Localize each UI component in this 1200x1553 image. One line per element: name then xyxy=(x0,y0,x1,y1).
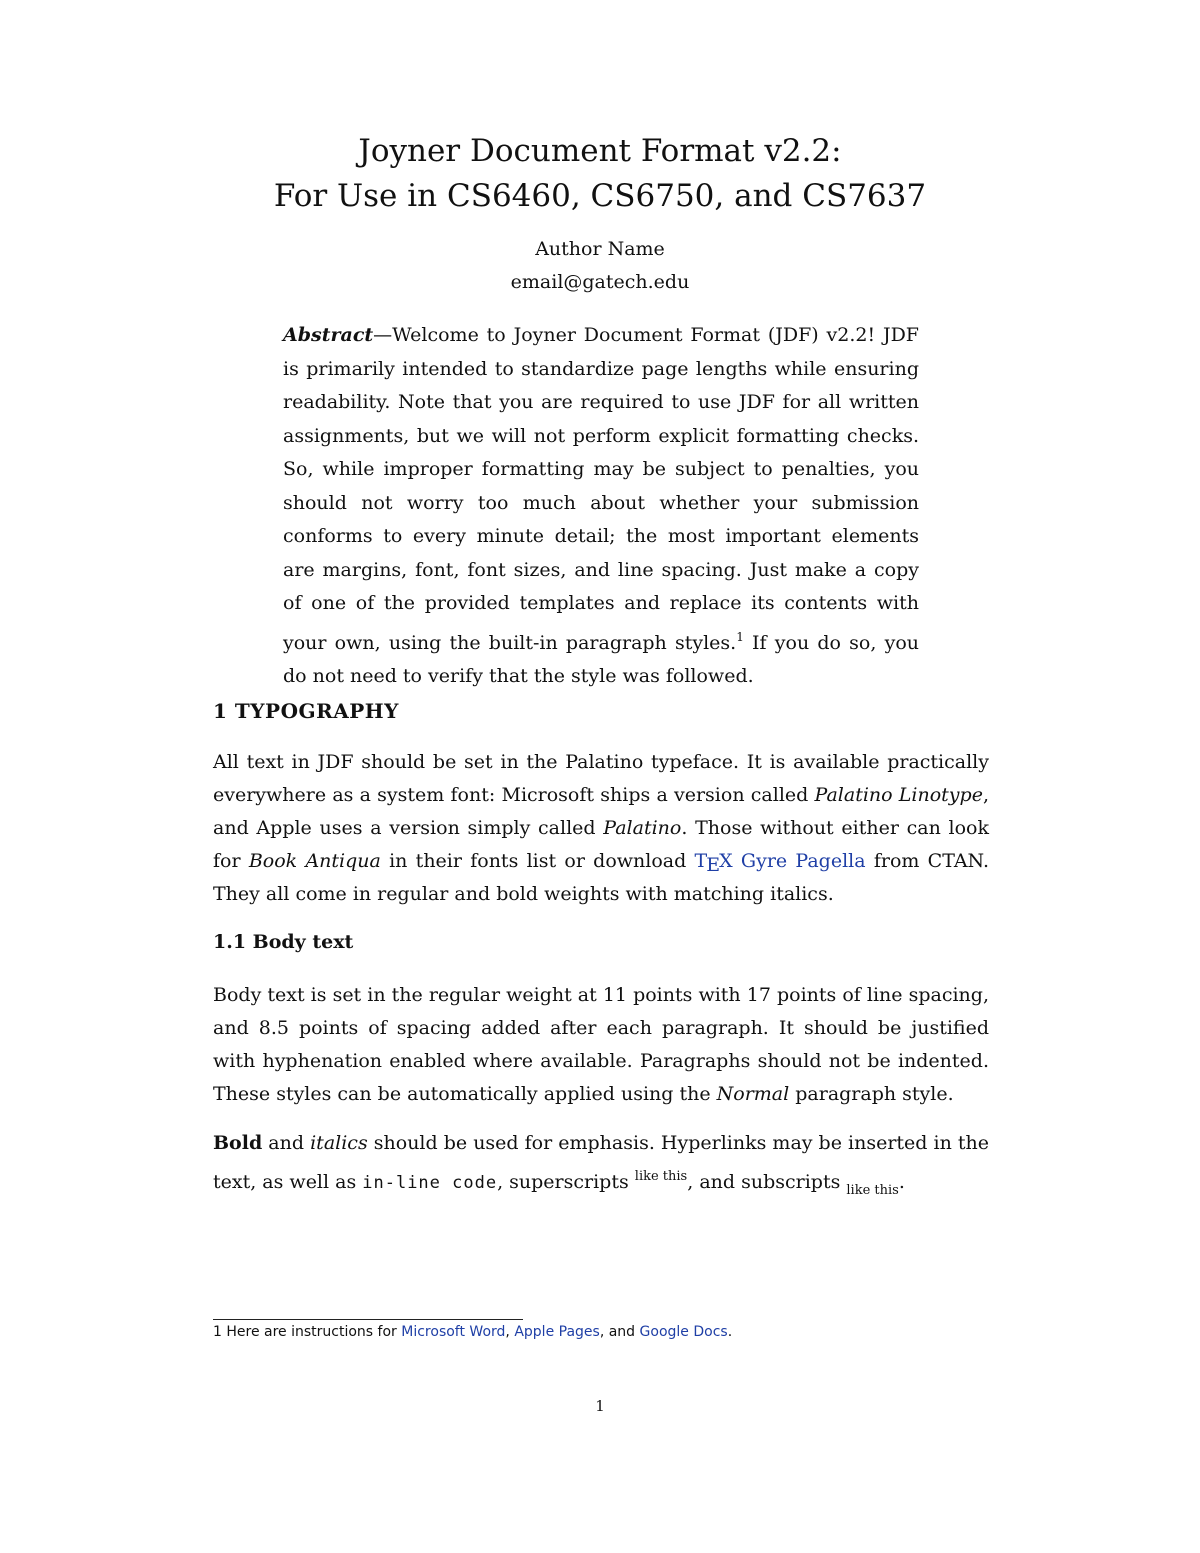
text-run: , and xyxy=(599,1324,640,1340)
subsection-heading-body-text: 1.1 Body text xyxy=(213,931,354,953)
text-run: . xyxy=(727,1324,733,1340)
section-heading-typography: 1 TYPOGRAPHY xyxy=(213,699,399,723)
text-run: from CTAN. They all come in regular and bold weights with matching italics. xyxy=(213,850,990,905)
superscript-text: like this xyxy=(634,1169,688,1184)
abstract-text: Welcome to Joyner Document Format (JDF) v2.2! JDF is primarily intended to standardize page lengths while ensuring readability. Note that you are required to use JDF for all written assignments, but we will not perform explicit formatting checks. So, while improper formatting may be subject to penalties, you should not worry too much about whether your submission conforms to every minute detail; the most important elements are margins, font, font sizes, and line spacing. Just make a copy of one of the provided templates and replace its contents with your own, using the built-in paragraph styles. xyxy=(283,324,919,654)
italic-text: Palatino Linotype xyxy=(814,784,983,806)
italic-text: italics xyxy=(310,1132,368,1154)
text-run: . xyxy=(898,1171,905,1193)
author-email: email@gatech.edu xyxy=(510,271,690,293)
abstract xyxy=(283,319,919,694)
text-run: . Those without either can look for xyxy=(213,817,990,872)
text-run: and xyxy=(262,1132,311,1154)
text-run: Body text is set in the regular weight at 11 points with 17 points of line spacing, and 8.5 points of spacing added after each paragraph. It should be justified with hyphenation enabled where available. Paragraphs should not be indented. These styles can be automatically applied using the xyxy=(213,984,989,1105)
text-run: , superscripts xyxy=(497,1171,635,1193)
footnote xyxy=(213,1324,732,1340)
paragraph-emphasis xyxy=(213,1127,989,1207)
paragraph-typography xyxy=(213,746,989,911)
abstract-text-after: If you do so, you do not need to verify that the style was followed. xyxy=(283,631,919,687)
text-run: in their fonts list or download xyxy=(380,850,695,872)
text-run: , and Apple uses a version simply called xyxy=(213,784,989,839)
bold-text: Bold xyxy=(213,1132,263,1154)
link-text: T xyxy=(694,850,708,872)
author-name: Author Name xyxy=(535,238,665,260)
subscript-text: like this xyxy=(846,1183,899,1198)
tex-gyre-pagella-link[interactable] xyxy=(694,850,866,876)
link-text: E xyxy=(706,854,721,876)
inline-code: in-line code xyxy=(362,1173,498,1193)
link-text: X xyxy=(719,850,733,872)
abstract-label: Abstract xyxy=(283,324,374,346)
italic-text: Book Antiqua xyxy=(248,850,381,872)
document-title-line-1: Joyner Document Format v2.2: xyxy=(358,133,842,169)
microsoft-word-link[interactable]: Microsoft Word xyxy=(401,1324,506,1340)
text-run: should be used for emphasis. Hyperlinks may be inserted in the text, as well as xyxy=(213,1132,990,1193)
google-docs-link[interactable]: Google Docs xyxy=(639,1324,728,1340)
text-run: paragraph style. xyxy=(789,1083,954,1105)
apple-pages-link[interactable]: Apple Pages xyxy=(514,1324,600,1340)
text-run: , xyxy=(505,1324,515,1340)
italic-text: Palatino xyxy=(603,817,682,839)
text-run: All text in JDF should be set in the Palatino typeface. It is available practically everywhere as a system font: Microsoft ships a version called xyxy=(213,751,989,806)
abstract-dash: — xyxy=(373,324,393,346)
paragraph-body-text xyxy=(213,979,989,1111)
link-text: Gyre Pagella xyxy=(732,850,866,872)
italic-text: Normal xyxy=(716,1083,790,1105)
footnote-number: 1 xyxy=(213,1324,222,1340)
footnote-reference[interactable]: 1 xyxy=(736,629,744,644)
document-title-line-2: For Use in CS6460, CS6750, and CS7637 xyxy=(273,178,927,214)
footnote-divider xyxy=(213,1319,523,1320)
text-run: Here are instructions for xyxy=(226,1324,402,1340)
page-number: 1 xyxy=(595,1397,605,1415)
text-run: , and subscripts xyxy=(687,1171,847,1193)
